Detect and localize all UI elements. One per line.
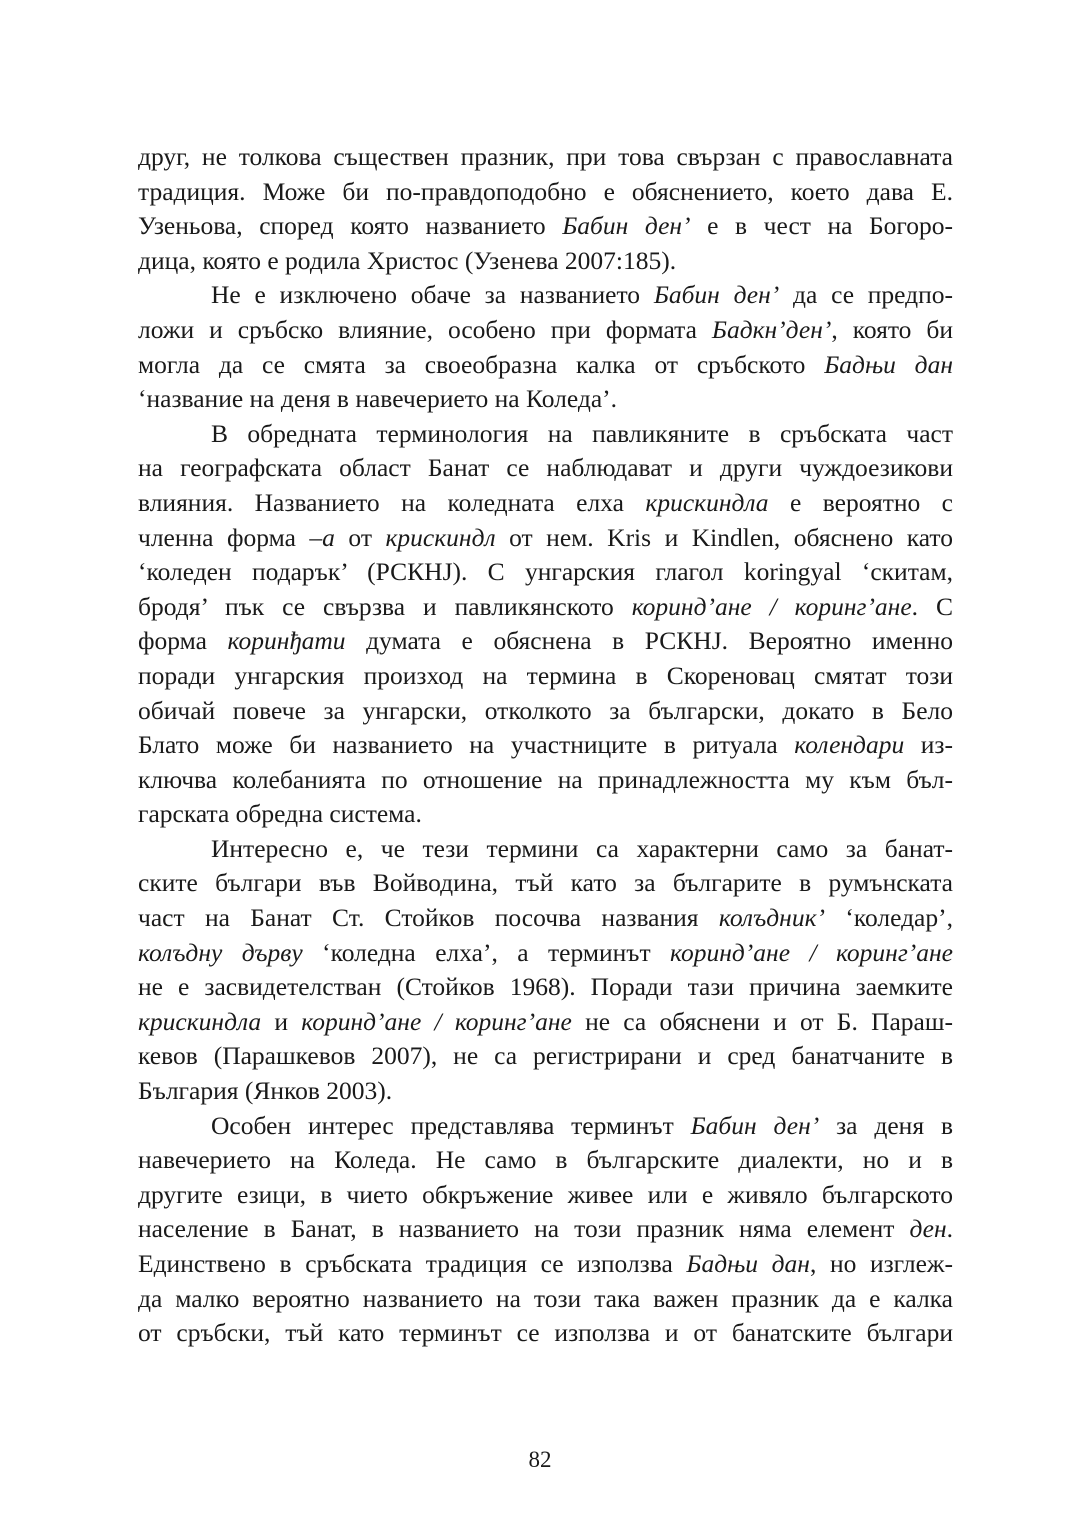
italic-term: Бадкн’ден’ xyxy=(711,314,832,344)
document-body xyxy=(138,140,953,1351)
text-line xyxy=(138,278,953,313)
text-line xyxy=(138,417,953,452)
text-line xyxy=(138,1282,953,1317)
text-line xyxy=(138,1247,953,1282)
paragraph xyxy=(138,140,953,278)
italic-term: Бабин ден’ xyxy=(562,211,691,241)
text-segment: навечерието на Коледа. Не само в българските диалекти, но и в xyxy=(138,1145,953,1175)
italic-term: крискиндла xyxy=(138,1006,262,1036)
text-line xyxy=(138,1178,953,1213)
text-segment: ‘название на деня в навечерието на Коледа’. xyxy=(138,384,618,414)
text-segment: друг, не толкова съществен празник, при това свързан с православната xyxy=(138,142,953,171)
italic-term: Бабин ден’ xyxy=(653,280,780,310)
text-line xyxy=(138,1039,953,1074)
italic-term: колендари xyxy=(794,730,905,760)
text-segment: могла да се смята за своеобразна калка от сръбското xyxy=(138,349,825,379)
text-line xyxy=(138,1212,953,1247)
text-segment: . С xyxy=(911,591,953,621)
text-segment: ‘коледен подарък’ (РСКНЈ). С унгарския глагол koringyal ‘скитам, xyxy=(138,557,953,587)
text-segment: , която би xyxy=(831,314,954,344)
text-line xyxy=(138,936,953,971)
text-line xyxy=(138,521,953,556)
text-line xyxy=(138,451,953,486)
text-segment: население в Банат, в названието на този празник няма елемент xyxy=(138,1214,910,1244)
italic-term: колъдник’ xyxy=(718,903,826,933)
text-segment: кевов (Парашкевов 2007), не са регистрирани и сред банатчаните в xyxy=(138,1041,953,1071)
text-line xyxy=(138,1109,953,1144)
text-segment: В обредната терминология на павликяните в сръбската част xyxy=(211,418,953,448)
text-segment: форма xyxy=(138,626,228,656)
text-segment: ключва колебанията по отношение на принадлежността му към бъл- xyxy=(138,764,953,794)
text-segment: е в чест на Богоро- xyxy=(690,211,953,241)
text-segment: и xyxy=(261,1006,302,1036)
text-segment: България (Янков 2003). xyxy=(138,1076,393,1106)
text-line xyxy=(138,1143,953,1178)
text-segment: влияния. Названието на коледната елха xyxy=(138,487,646,517)
italic-term: колъдну дърву xyxy=(138,937,303,967)
text-segment: да се предпо- xyxy=(779,280,954,310)
text-line xyxy=(138,832,953,867)
text-line xyxy=(138,763,953,798)
text-line xyxy=(138,140,953,175)
text-line xyxy=(138,244,953,279)
italic-term: Бабин ден’ xyxy=(690,1110,820,1140)
text-line xyxy=(138,209,953,244)
text-segment: традиция. Може би по-правдоподобно е обяснението, което дава Е. xyxy=(138,176,953,206)
italic-term: –а xyxy=(309,522,335,552)
text-segment: ските българи във Войводина, тъй като за българите в румънската xyxy=(138,868,953,898)
text-segment: част на Банат Ст. Стойков посочва названия xyxy=(138,903,719,933)
text-segment: е вероятно с xyxy=(768,487,953,517)
text-segment: за деня в xyxy=(819,1110,953,1140)
text-segment: из- xyxy=(904,730,953,760)
italic-term: крискиндла xyxy=(645,487,769,517)
text-segment: поради унгарския произход на термина в Скореновац смятат този xyxy=(138,660,953,690)
text-line xyxy=(138,486,953,521)
text-segment: . xyxy=(946,1214,953,1244)
text-segment: , но изглеж- xyxy=(809,1249,953,1278)
text-segment: другите езици, в чието обкръжение живее или е живяло българското xyxy=(138,1179,953,1209)
text-line xyxy=(138,313,953,348)
page-number: 82 xyxy=(528,1447,552,1472)
text-line xyxy=(138,901,953,936)
text-segment: от сръбски, тъй като терминът се използва и от банатските българи xyxy=(138,1318,953,1348)
text-segment: не е засвидетелстван (Стойков 1968). Поради тази причина заемките xyxy=(138,972,953,1002)
italic-term: коринђати xyxy=(227,626,346,656)
paragraph xyxy=(138,278,953,416)
text-segment: ложи и сръбско влияние, особено при формата xyxy=(138,314,712,344)
text-segment: членна форма xyxy=(138,522,310,552)
text-line xyxy=(138,866,953,901)
text-line xyxy=(138,694,953,729)
text-line xyxy=(138,382,953,417)
text-segment: бродя’ пък се свързва и павликянското xyxy=(138,591,632,621)
text-line xyxy=(138,970,953,1005)
italic-term: коринд’ане / коринг’ане xyxy=(631,591,912,621)
text-line xyxy=(138,624,953,659)
italic-term: коринд’ане / коринг’ане xyxy=(670,937,953,967)
text-segment: Узеньова, според която названието xyxy=(138,211,563,241)
text-segment: Блато може би названието на участниците в ритуала xyxy=(138,730,795,760)
text-segment: Не е изключено обаче за названието xyxy=(211,280,654,310)
text-segment: ‘коледар’, xyxy=(825,903,953,933)
text-line xyxy=(138,555,953,590)
text-line xyxy=(138,1316,953,1351)
text-segment: Единствено в сръбската традиция се използва xyxy=(138,1249,687,1278)
text-line xyxy=(138,728,953,763)
italic-term: коринд’ане / коринг’ане xyxy=(301,1006,572,1036)
italic-term: Бадњи дан xyxy=(824,349,953,379)
paragraph xyxy=(138,417,953,832)
italic-term: крискиндл xyxy=(385,522,496,552)
text-segment: не са обяснени и от Б. Параш- xyxy=(571,1006,953,1036)
text-line xyxy=(138,590,953,625)
text-segment: от нем. Kris и Kindlen, обяснено като xyxy=(495,522,953,552)
text-line xyxy=(138,1074,953,1109)
text-segment: от xyxy=(334,522,386,552)
text-segment: гарската обредна система. xyxy=(138,799,422,829)
text-line xyxy=(138,659,953,694)
text-segment: обичай повече за унгарски, отколкото за български, докато в Бело xyxy=(138,695,953,725)
italic-term: Бадњи дан xyxy=(686,1249,810,1278)
text-line xyxy=(138,797,953,832)
paragraph xyxy=(138,1109,953,1351)
text-segment: Интересно е, че тези термини са характерни само за банат- xyxy=(211,833,953,863)
text-segment: думата е обяснена в РСКНЈ. Вероятно именно xyxy=(345,626,953,656)
text-line xyxy=(138,175,953,210)
text-segment: ‘коледна елха’, а терминът xyxy=(302,937,671,967)
text-line xyxy=(138,1005,953,1040)
paragraph xyxy=(138,832,953,1109)
text-segment: на географската област Банат се наблюдават и други чуждоезикови xyxy=(138,453,953,483)
text-segment: да малко вероятно названието на този така важен празник да е калка xyxy=(138,1283,953,1313)
text-segment: Особен интерес представлява терминът xyxy=(211,1110,691,1140)
text-segment: дица, която е родила Христос (Узенева 2007:185). xyxy=(138,245,677,275)
italic-term: ден xyxy=(909,1214,947,1244)
text-line xyxy=(138,348,953,383)
